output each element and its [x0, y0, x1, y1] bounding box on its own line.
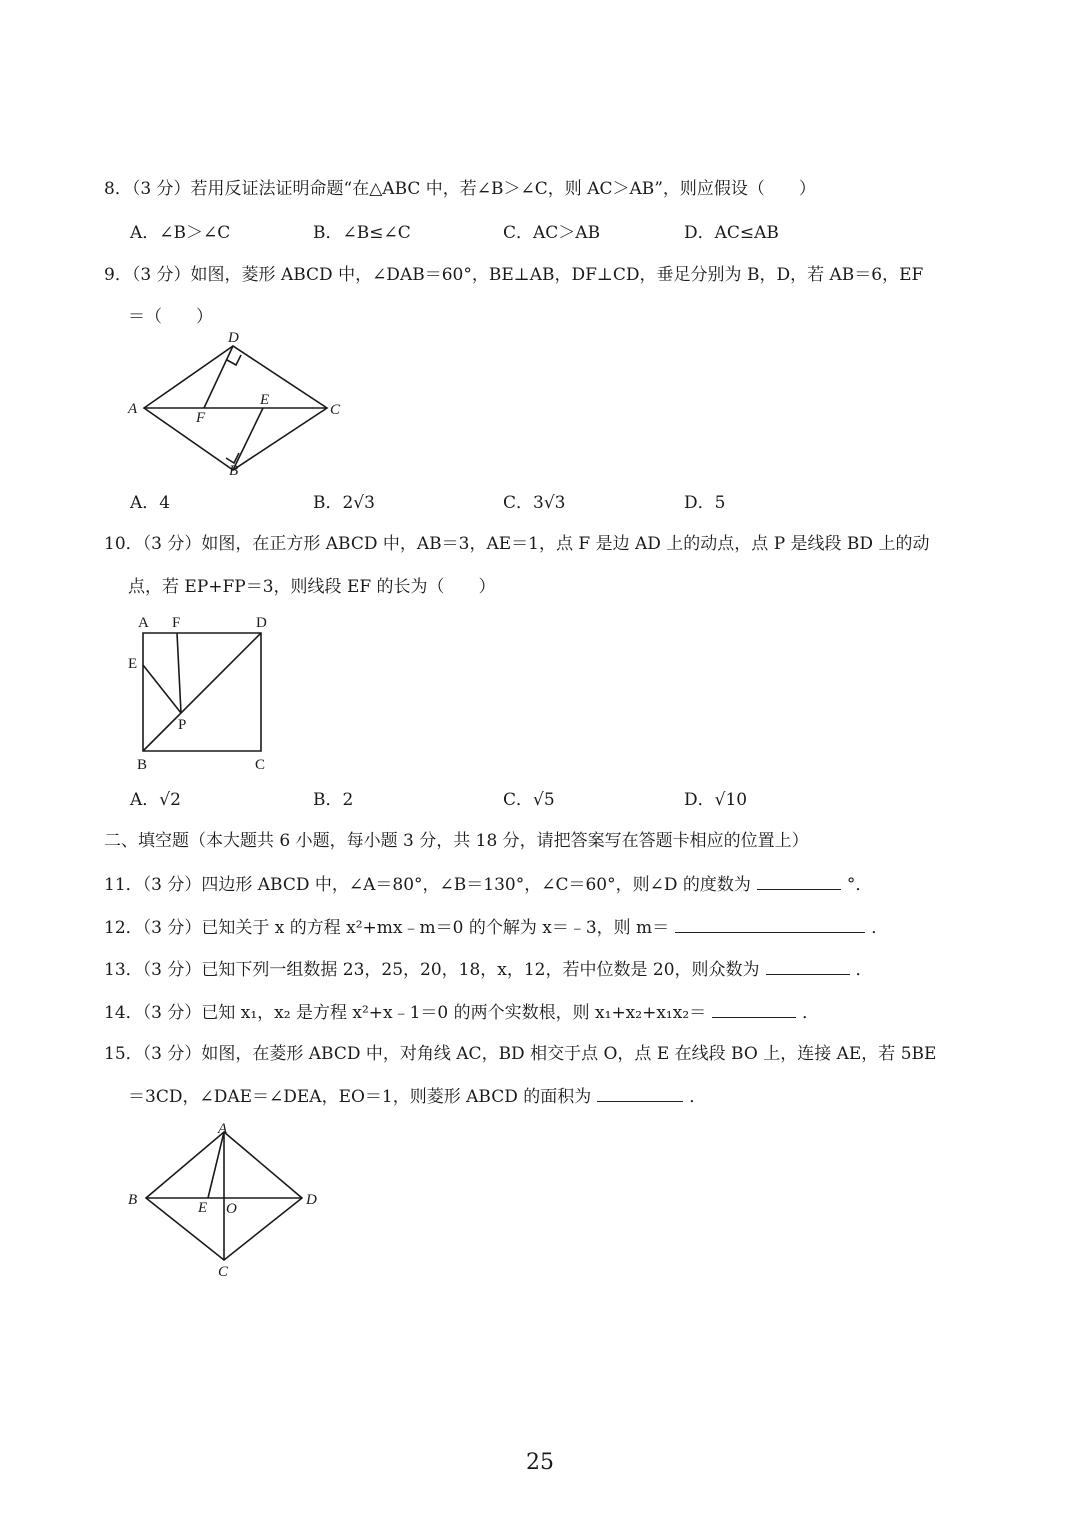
q14-answer-blank[interactable] — [712, 1001, 796, 1018]
q10-option-d: D．√10 — [684, 790, 748, 810]
label-d: D — [228, 330, 239, 346]
q11-answer-blank[interactable] — [757, 873, 841, 890]
section-heading-fill-in: 二、填空题（本大题共 6 小题，每小题 3 分，共 18 分，请把答案写在答题卡相应的位置上） — [104, 831, 809, 851]
q15-line2 — [128, 1085, 706, 1108]
q10-option-a: A．√2 — [130, 790, 181, 810]
label-f: F — [196, 410, 206, 426]
q15-suffix: ． — [689, 1087, 707, 1107]
q10-stem-line1: 10．（3 分）如图，在正方形 ABCD 中，AB＝3，AE＝1，点 F 是边 AD 上的动点，点 P 是线段 BD 上的动 — [104, 534, 930, 554]
q13 — [104, 958, 873, 981]
q15-text: ＝3CD，∠DAE＝∠DEA，EO＝1，则菱形 ABCD 的面积为 — [128, 1087, 592, 1107]
label-d: D — [256, 615, 267, 631]
q14 — [104, 1001, 819, 1024]
label-a: A — [138, 615, 149, 631]
label-c: C — [218, 1264, 229, 1278]
label-e: E — [260, 392, 270, 408]
q8-option-a: A．∠B＞∠C — [130, 223, 231, 243]
q15-answer-blank[interactable] — [597, 1085, 683, 1102]
right-angle-mark-d — [227, 355, 241, 365]
q15-stem-line1: 15．（3 分）如图，在菱形 ABCD 中，对角线 AC，BD 相交于点 O，点 E 在线段 BO 上，连接 AE，若 5BE — [104, 1044, 937, 1064]
label-a: A — [218, 1121, 228, 1137]
label-o: O — [226, 1201, 237, 1217]
label-a: A — [128, 401, 138, 417]
q12-text: 12．（3 分）已知关于 x 的方程 x²+mx﹣m＝0 的个解为 x＝﹣3，则 m＝ — [104, 918, 670, 938]
q9-option-c: C．3√3 — [503, 493, 566, 513]
label-p: P — [178, 717, 187, 733]
q12 — [104, 916, 888, 939]
diagonal-bd — [143, 633, 261, 751]
q8-stem: 8．（3 分）若用反证法证明命题“在△ABC 中，若∠B＞∠C，则 AC＞AB”，则应假设（ ） — [104, 179, 816, 199]
q8-option-d: D．AC≤AB — [684, 223, 779, 243]
q9-option-d: D．5 — [684, 493, 726, 513]
q12-answer-blank[interactable] — [675, 916, 865, 933]
q9-stem-line1: 9．（3 分）如图，菱形 ABCD 中，∠DAB＝60°，BE⊥AB，DF⊥CD，垂足分别为 B，D，若 AB＝6，EF — [104, 265, 924, 285]
q11 — [104, 873, 872, 896]
q10-square-figure — [120, 608, 290, 778]
q9-option-b: B．2√3 — [313, 493, 375, 513]
q10-stem-line2: 点，若 EP+FP＝3，则线段 EF 的长为（ ） — [128, 577, 496, 597]
segment-fp — [177, 633, 181, 713]
q8-option-b: B．∠B≤∠C — [313, 223, 411, 243]
page-number: 25 — [526, 1450, 554, 1475]
q9-stem-line2: ＝（ ） — [128, 307, 213, 327]
label-b: B — [229, 463, 239, 479]
label-b: B — [137, 757, 148, 773]
q10-option-b: B．2 — [313, 790, 354, 810]
q12-suffix: ． — [871, 918, 889, 938]
segment-ep — [143, 665, 181, 713]
label-e: E — [128, 656, 138, 672]
label-f: F — [172, 615, 181, 631]
label-b: B — [128, 1192, 138, 1208]
label-c: C — [330, 402, 341, 418]
q14-text: 14．（3 分）已知 x₁，x₂ 是方程 x²+x﹣1＝0 的两个实数根，则 x₁+x₂+x₁x₂＝ — [104, 1003, 707, 1023]
label-c: C — [255, 757, 266, 773]
q13-suffix: ． — [855, 960, 873, 980]
q9-rhombus-figure — [120, 330, 360, 485]
q11-text: 11．（3 分）四边形 ABCD 中，∠A＝80°，∠B＝130°，∠C＝60°，则∠D 的度数为 — [104, 875, 751, 895]
q9-option-a: A．4 — [130, 493, 171, 513]
label-d: D — [306, 1192, 317, 1208]
q11-suffix: °． — [846, 875, 873, 895]
label-e: E — [198, 1200, 208, 1216]
q15-rhombus-figure — [120, 1118, 330, 1278]
segment-ae — [208, 1132, 224, 1198]
q8-option-c: C．AC＞AB — [503, 223, 601, 243]
q13-answer-blank[interactable] — [766, 958, 850, 975]
q14-suffix: ． — [802, 1003, 820, 1023]
q10-option-c: C．√5 — [503, 790, 555, 810]
q13-text: 13．（3 分）已知下列一组数据 23，25，20，18，x，12，若中位数是 20，则众数为 — [104, 960, 760, 980]
